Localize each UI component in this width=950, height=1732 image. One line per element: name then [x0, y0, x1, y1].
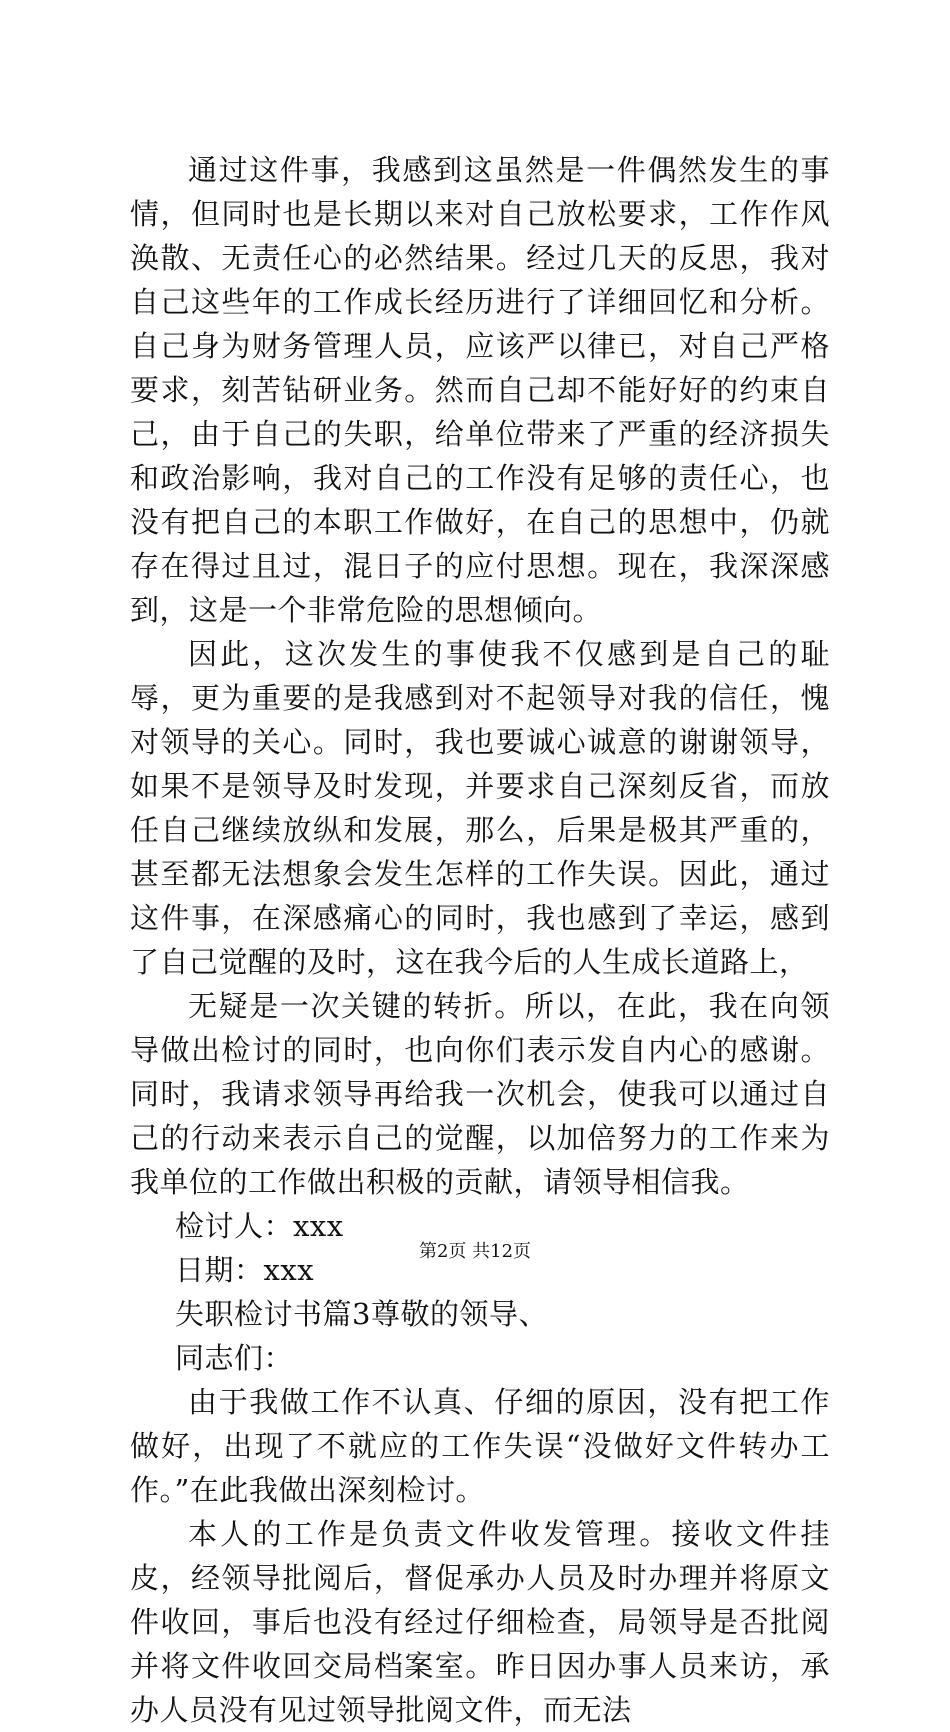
paragraph-therefore: 因此，这次发生的事使我不仅感到是自己的耻辱，更为重要的是我感到对不起领导对我的信任，愧对领导的关心。同时，我也要诚心诚意的谢谢领导，如果不是领导及时发现，并要求自己深刻反省，而放任自己继续放纵和发展，那么，后果是极其严重的，甚至都无法想象会发生怎样的工作失误。因此，通过这件事，在深感痛心的同时，我也感到了幸运，感到了自己觉醒的及时，这在我今后的人生成长道路上， [130, 637, 830, 979]
paragraph-duties: 本人的工作是负责文件收发管理。接收文件挂皮，经领导批阅后，督促承办人员及时办理并将原文件收回，事后也没有经过仔细检查，局领导是否批阅并将文件收回交局档案室。昨日因办事人员来访，承办人员没有见过领导批阅文件，而无法 [130, 1517, 830, 1727]
section-title: 失职检讨书篇3尊敬的领导、 [175, 1297, 548, 1331]
salutation: 同志们： [175, 1341, 294, 1375]
paragraph-turning-point: 无疑是一次关键的转折。所以，在此，我在向领导做出检讨的同时，也向你们表示发自内心的感谢。同时，我请求领导再给我一次机会，使我可以通过自己的行动来表示自己的觉醒，以加倍努力的工作来为我单位的工作做出积极的贡献，请领导相信我。 [130, 989, 830, 1199]
paragraph-reflection: 通过这件事，我感到这虽然是一件偶然发生的事情，但同时也是长期以来对自己放松要求，工作作风涣散、无责任心的必然结果。经过几天的反思，我对自己这些年的工作成长经历进行了详细回忆和分析。自己身为财务管理人员，应该严以律已，对自己严格要求，刻苦钻研业务。然而自己却不能好好的约束自己，由于自己的失职，给单位带来了严重的经济损失和政治影响，我对自己的工作没有足够的责任心，也没有把自己的本职工作做好，在自己的思想中，仍就存在得过且过，混日子的应付思想。现在，我深深感到，这是一个非常危险的思想倾向。 [130, 153, 830, 627]
paragraph-mistake: 由于我做工作不认真、仔细的原因，没有把工作做好，出现了不就应的工作失误“没做好文件转办工作。”在此我做出深刻检讨。 [130, 1385, 830, 1507]
page-number-footer: 第2页 共12页 [418, 1241, 532, 1262]
date-line: 日期：xxx [175, 1253, 315, 1287]
signer-line: 检讨人：xxx [175, 1209, 344, 1243]
document-body [130, 148, 830, 1732]
